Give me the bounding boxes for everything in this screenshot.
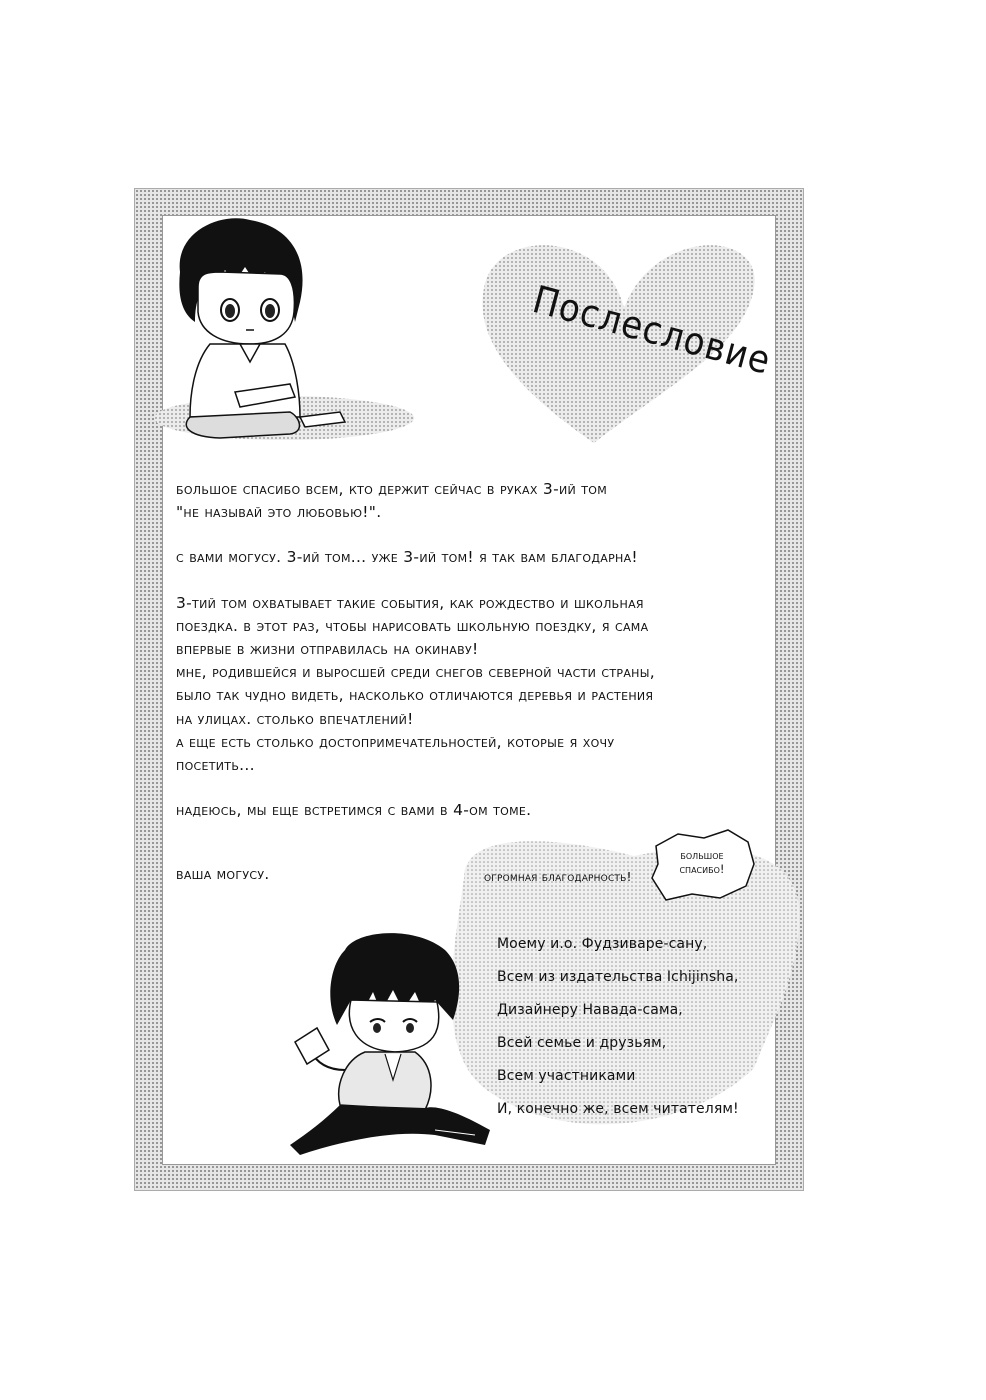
afterword-text <box>176 478 776 822</box>
bubble-line: большое <box>680 848 724 862</box>
thanks-item: Всем из издательства Ichijinsha, <box>497 969 739 985</box>
text-line: посетить... <box>176 756 255 775</box>
bubble-line: спасибо! <box>679 862 725 876</box>
text-line: на улицах. столько впечатлений! <box>176 709 414 728</box>
bubble-text <box>650 829 754 901</box>
boy-reading-illustration <box>285 930 495 1160</box>
thanks-item: Моему и.о. Фудзиваре-сану, <box>497 936 708 952</box>
signature: ваша могусу. <box>176 865 270 883</box>
text-line: мне, родившейся и выросшей среди снегов северной части страны, <box>176 663 655 682</box>
thanks-list <box>497 928 739 1126</box>
thanks-item: Всей семье и друзьям, <box>497 1035 667 1051</box>
thanks-item: Всем участниками <box>497 1068 636 1084</box>
text-line: было так чудно видеть, насколько отличаются деревья и растения <box>176 686 654 705</box>
title-text: Послесловие <box>528 277 776 383</box>
page-title <box>522 250 782 400</box>
girl-reading-illustration <box>150 212 350 442</box>
thanks-item: И, конечно же, всем читателям! <box>497 1101 739 1117</box>
text-line: 3-тий том охватывает такие события, как рождество и школьная <box>176 593 644 612</box>
text-line: поездка. в этот раз, чтобы нарисовать школьную поездку, я сама <box>176 616 649 635</box>
text-line: впервые в жизни отправилась на окинаву! <box>176 640 479 659</box>
text-line: с вами могусу. 3-ий том... уже 3-ий том! я так вам благодарна! <box>176 548 638 567</box>
text-line: надеюсь, мы еще встретимся с вами в 4-ом томе. <box>176 801 532 820</box>
text-line: а еще есть столько достопримечательностей, которые я хочу <box>176 732 615 751</box>
text-line: "не называй это любовью!". <box>176 503 382 522</box>
thanks-heading: огромная благодарность! <box>484 869 632 884</box>
thanks-item: Дизайнеру Навада-сама, <box>497 1002 683 1018</box>
text-line: большое спасибо всем, кто держит сейчас в руках 3-ий том <box>176 480 608 498</box>
